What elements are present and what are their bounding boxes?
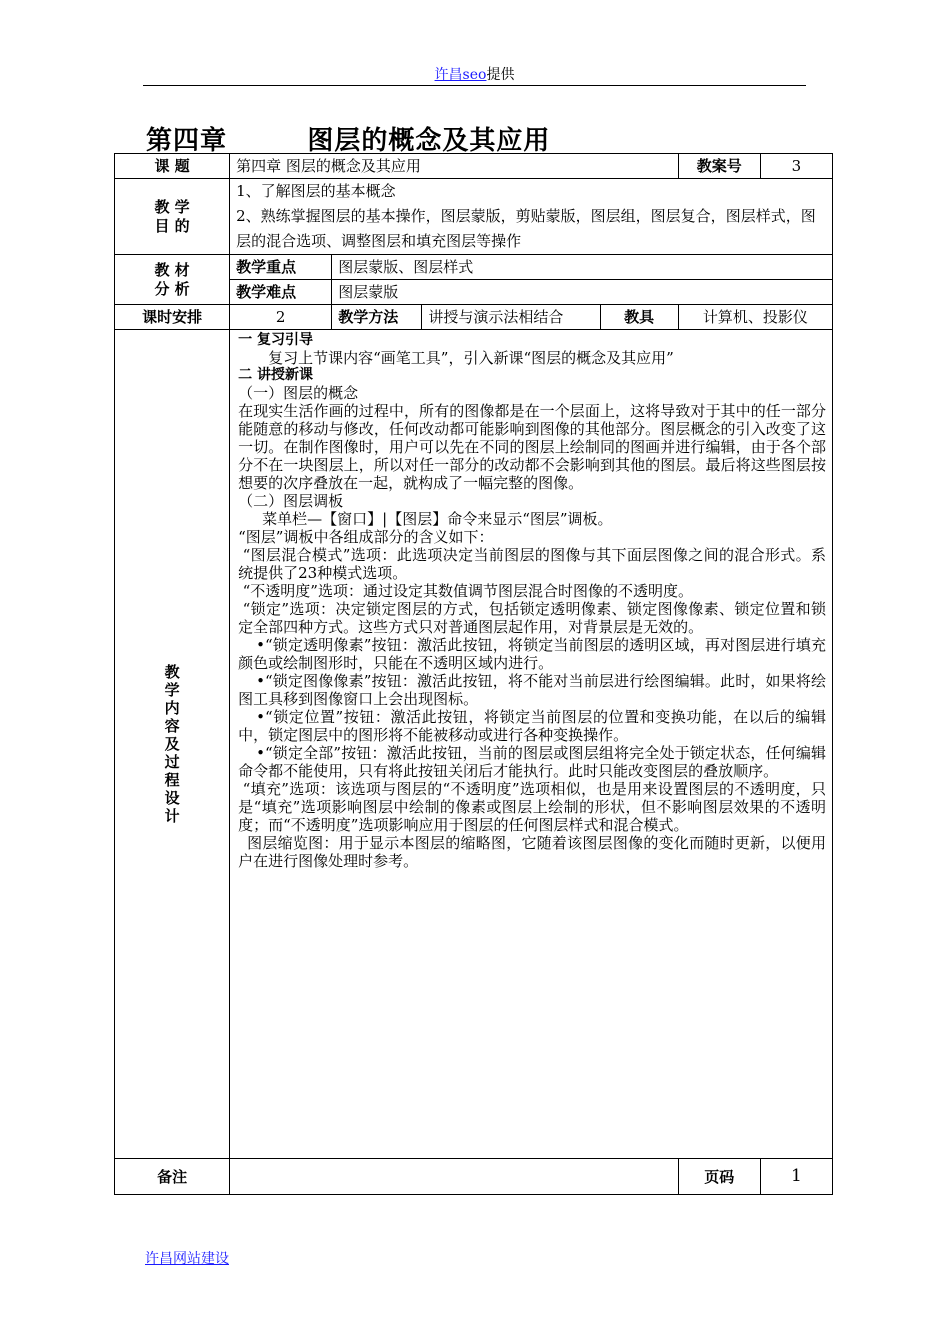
lesson-plan-table bbox=[114, 153, 833, 1195]
bullet-item: •“锁定全部”按钮：激活此按钮，当前的图层或图层组将完全处于锁定状态，任何编辑命令都不能使用，只有将此按钮关闭后才能执行。此时只能改变图层的叠放顺序。 bbox=[238, 743, 826, 780]
key-value: 图层蒙版、图层样式 bbox=[332, 255, 833, 280]
page-value: 1 bbox=[760, 1159, 832, 1195]
plan-no-label: 教案号 bbox=[678, 154, 760, 179]
chapter-title: 第四章 图层的概念及其应用 bbox=[146, 126, 551, 156]
difficulty-label: 教学难点 bbox=[230, 280, 332, 305]
footer-link[interactable]: 许昌网站建设 bbox=[145, 1251, 229, 1267]
key-label: 教学重点 bbox=[230, 255, 332, 280]
page-footer bbox=[145, 1248, 229, 1268]
paragraph: “填充”选项：该选项与图层的“不透明度”选项相似，也是用来设置图层的不透明度，只是“填充”选项影响图层中绘制的像素或图层上绘制的形状，但不影响图层效果的不透明度；而“不透明度”选项影响应用于图层的任何图层样式和混合模式。 bbox=[238, 779, 826, 834]
paragraph: “锁定”选项：决定锁定图层的方式，包括锁定透明像素、锁定图像像素、锁定位置和锁定全部四种方式。这些方式只对普通图层起作用，对背景层是无效的。 bbox=[238, 599, 826, 636]
notes-label: 备注 bbox=[115, 1159, 230, 1195]
bullet-item: •“锁定透明像素”按钮：激活此按钮，将锁定当前图层的透明区域，再对图层进行填充颜色或绘制图形时，只能在不透明区域内进行。 bbox=[238, 635, 826, 672]
paragraph: “不透明度”选项：通过设定其数值调节图层混合时图像的不透明度。 bbox=[242, 581, 693, 600]
goal-cell bbox=[230, 179, 833, 255]
paragraph: 菜单栏—【窗口】|【图层】命令来显示“图层”调板。 bbox=[262, 509, 613, 528]
section-heading: 二 讲授新课 bbox=[238, 366, 314, 383]
paragraph: 在现实生活作画的过程中，所有的图像都是在一个层面上，这将导致对于其中的任一部分能随意的移动与修改，任何改动都可能影响到图像的其他部分。图层概念的引入改变了这一切。在制作图像时，用户可以先在不同的图层上绘制同的图画并进行编辑，由于各个部分不在一块图层上，所以对任一部分的改动都不会影响到其他的图层。最后将这些图层按想要的次序叠放在一起，就构成了一幅完整的图像。 bbox=[238, 401, 826, 492]
goal-item: 1、了解图层的基本概念 bbox=[236, 182, 396, 200]
tools-value: 计算机、投影仪 bbox=[678, 305, 832, 330]
header-rule bbox=[143, 85, 806, 86]
paragraph: “图层”调板中各组成部分的含义如下： bbox=[238, 527, 494, 546]
goal-item: 2、熟练掌握图层的基本操作，图层蒙版，剪贴蒙版，图层组，图层复合，图层样式，图层的混合选项、调整图层和填充图层等操作 bbox=[236, 207, 816, 250]
notes-value bbox=[230, 1159, 679, 1195]
method-value: 讲授与演示法相结合 bbox=[422, 305, 600, 330]
topic-value: 第四章 图层的概念及其应用 bbox=[230, 154, 679, 179]
page-header bbox=[143, 64, 806, 84]
material-label: 教 材 分 析 bbox=[115, 255, 230, 305]
header-link[interactable]: 许昌seo bbox=[434, 67, 487, 83]
hours-value: 2 bbox=[230, 305, 332, 330]
paragraph: 图层缩览图：用于显示本图层的缩略图，它随着该图层图像的变化而随时更新，以便用户在进行图像处理时参考。 bbox=[238, 833, 826, 870]
section-heading: 一 复习引导 bbox=[238, 332, 314, 348]
plan-no-value: 3 bbox=[760, 154, 832, 179]
subsection-heading: （一）图层的概念 bbox=[238, 383, 359, 402]
process-content bbox=[230, 330, 833, 1159]
tools-label: 教具 bbox=[600, 305, 678, 330]
process-label: 教 学 内 容 及 过 程 设 计 bbox=[115, 330, 230, 1159]
header-suffix: 提供 bbox=[486, 67, 515, 83]
paragraph: “图层混合模式”选项：此选项决定当前图层的图像与其下面层图像之间的混合形式。系统提供了23种模式选项。 bbox=[238, 545, 826, 582]
goal-label: 教 学 目 的 bbox=[115, 179, 230, 255]
method-label: 教学方法 bbox=[332, 305, 422, 330]
difficulty-value: 图层蒙版 bbox=[332, 280, 833, 305]
subsection-heading: （二）图层调板 bbox=[238, 491, 344, 510]
paragraph: 复习上节课内容“画笔工具”，引入新课“图层的概念及其应用” bbox=[268, 348, 674, 367]
page-label: 页码 bbox=[678, 1159, 760, 1195]
hours-label: 课时安排 bbox=[115, 305, 230, 330]
topic-label: 课 题 bbox=[115, 154, 230, 179]
bullet-item: •“锁定图像像素”按钮：激活此按钮，将不能对当前层进行绘图编辑。此时，如果将绘图工具移到图像窗口上会出现图标。 bbox=[238, 671, 826, 708]
bullet-item: •“锁定位置”按钮：激活此按钮，将锁定当前图层的位置和变换功能，在以后的编辑中，锁定图层中的图形将不能被移动或进行各种变换操作。 bbox=[238, 707, 826, 744]
